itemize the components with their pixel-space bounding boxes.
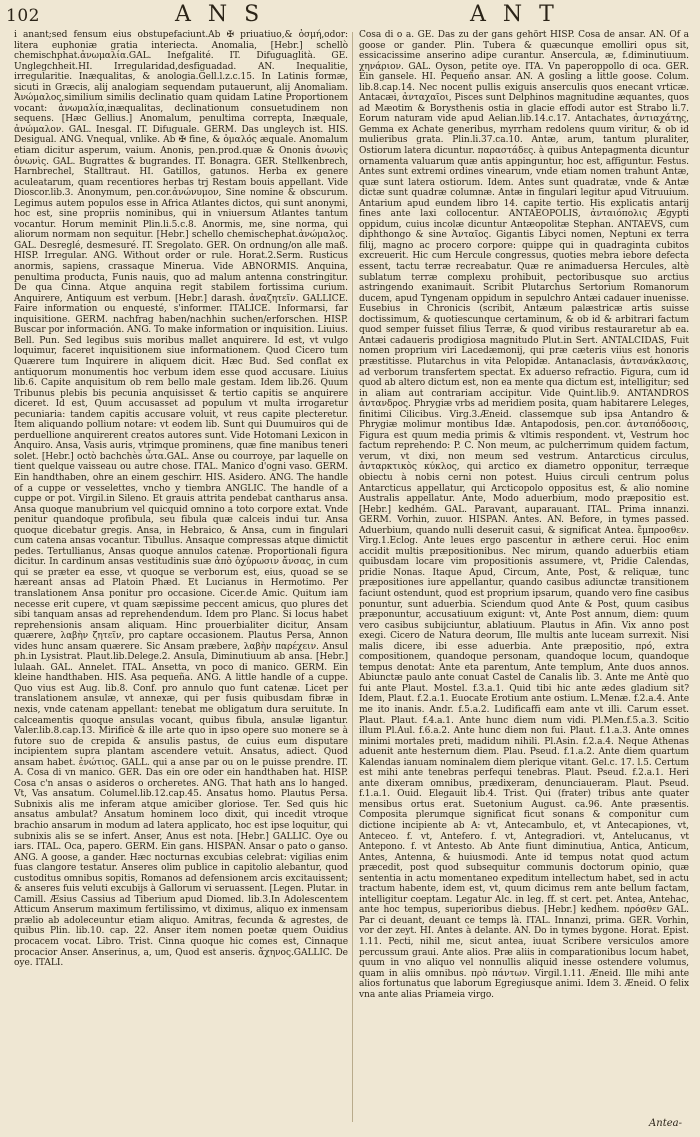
running-header-right: A N T: [470, 2, 559, 27]
running-header-left: A N S: [175, 2, 265, 27]
page-number: 102: [6, 6, 40, 26]
catchword: Antea-: [649, 1118, 682, 1129]
left-column-text: i anant;sed fensum eius obstupefaciunt.Ab ✠ priuatiuo,& ὀσμή,odor: litera euphoniæ gratia interiecta. Anomalia, [Hebr.] schellò chemischphat.ἀνωμαλία.GAL. Inefgalité. IT. Difuguaglità. GE. Unglegchheit.HI. Irregularidad,desfiguadad. AN. Inequalitie, irregularitie. Inæqualitas, & anologia.Gell.l.z.c.15. In Latinis formæ, sicuti in Græcis, alij analogiam sequendam putauerunt, alij Anomaliam. Ἀνώμαλος,similium similis declinatio quam quidam Latine Proportionem vocant: ἀνωμαλία,inæqualitas, declinationum consuetudinem non sequens. [Hæc Gellius.] Anomalum, penultima correpta, Inæquale, ἀνώμαλον. GAL. Inesgal. IT. Difuguale. GERM. Das ungleych ist. HIS. Desigual. ANG. Vnequal, vnlike. Ab ✠ fine, & ὁμαλός æquale. Anomalum etiam dicitur asperum, vaium. Anonis, pen.prod.quæ & Ononis ἀνωνὶς ὀνωνὶς. GAL. Bugrattes & bugrandes. IT. Bonagra. GER. Stellkenbrech, Harnbrechel, Stalltraut. HI. Gatillos, gatunos. Herba ex genere aculeatarum, quam recentiores herbas trj Restam bouis appellant. Vide Dioscor.lib.3. Anonymum, pen.cor.ἀνώνυμον, Sine nomine & obscurum. Legimus autem populos esse in Africa Atlantes dictos, qui sunt anonymi, hoc est, sine propriis nominibus, qui in vniuersum Atlantes tantum vocantur. Horum meminit Plin.li.5.c.8. Anormis, me, sine norma, qui aliorum normam non sequitur. [Hebr.] schello chemischephat.ἀνώμαλος. GAL. Desreglé, desmesuré. IT. Sregolato. GER. On ordnung/on alle maß. HISP. Irregular. ANG. Without order or rule. Horat.2.Serm. Rusticus anormis, sapiens, crassaque Minerua. Vide ABNORMIS. Anquina, penultima producta, Funis nauis, quo ad malum antenna constringitur. De qua Cinna. Atque anquina regit stabilem fortissima curium. Anquirere, Antiquum est verbum. [Hebr.] darash. ἀναζητεῖν. GALLICE. Faire information ou enquesté, s'informer. ITALICE. Informarsi, far inquisitione. GERM. nachfrag haben/nachhin suchen/erforschen. HISP. Buscar por información. ANG. To make information or inquisition. Liuius. Bell. Pun. Sed legibus suis moribus mallet anquirere. Id est, vt vulgo loquimur, faceret inquisitionem siue informationem. Quod Cicero tum Quærere tum Inquirere in aliquem dicit. Hæc Bud. Sed conflat ex antiquorum monumentis hoc verbum idem esse quod accusare. Liuius lib.6. Capite anquisitum ob rem bello male gestam. Idem lib.26. Quum Tribunus plebis bis pecunia anquisisset & tertio capitis se anquirere diceret. Id est, Quum accusasset ad populum vt multa irrogaretur pecuniaria: tandem capitis accusare voluit, vt reus capite plecteretur. Item aliquando pollium notare: vt eodem lib. Sunt qui Duumuiros qui de perduellione anquirerent creatos autores sunt. Vide Hotomani Lexicon in Anquiro. Ansa, Vasis auris, vtrimque prominens, quæ fine manibus teneri solet. [Hebr.] octò bachchès ὦτα.GAL. Anse ou courroye, par laquelle on tient quelque vaisseau ou autre chose. ITAL. Manico d'ogni vaso. GERM. Ein handthaben, ohre an einem geschirr. HIS. Asidero. ANG. The handle of a cuppe or vesselettes, vncho y tiembra ANGLIC. The handle of a cuppe or pot. Virgil.in Sileno. Et grauis attrita pendebat cantharus ansa. Ansa quoque manubrium vel quicquid omnino a toto corpore extat. Vnde penitur quandoque profibula, seu fibula quæ calceis indui tur. Ansa quoque dicebatur gregis. Ansa, in Hebraico, & Ansa, cum in fingulari cum catena ansas vocantur. Tibullus. Ansaque compressas atque dimictit pedes. Tertullianus, Ansas quoque annulos catenæ. Proportionali figura dicitur. In cardinum ansas vestitudinis suæ ἀπὸ ὀχύρωσιν ἄνσας, in cum qui se præter ea esse, vt quoque se verborum est, eius, quoad se se hæreant ansas ad Platoin Phæd. Et Lucianus in Hermotimo. Per translationem Ansa ponitur pro occasione. Cicer.de Amic. Quitum iam necesse erit cupere, vt quam sæpissime peccent amicus, quo plures det sibi tanquam ansas ad reprehendendum. Idem pro Planc. Si locus habet reprehensionis ansam aliquam. Hinc prouerbialiter dicitur, Ansam quærere, λαβὴν ζητεῖν, pro captare occasionem. Plautus Persa, Annon vides hunc ansam quærere. Sic Ansam præbere, λαβὴν παρέχειν. Ansul ph.in Lysistrat. Plaut.lib.Delege.2. Ansula, Diminutiuum ab ansa. [Hebr.] lulaah. GAL. Annelet. ITAL. Ansetta, vn poco di manico. GERM. Ein kleine handthaben. HIS. Asa pequeña. ANG. A little handle of a cuppe. Quo vius est Aug. lib.8. Conf. pro annulo quo funt catenæ. Licet per translationem ansulæ, vt annexæ, qui per fusis quibusdam fibræ in nexis, vnde catenam appellant: tenebat me obligatum dura seruitute. In calceamentis quoque ansulas vocant, quibus fibula, ansulæ ligantur. Valer.lib.8.cap.13. Mirificè & ille arte quo in ipso opere suo monere se à futore suo de crepida & ansulis pastus, de cuius eum disputare incipientem supra plantam ascendere vetuit. Ansatus, adiect. Quod ansam habet. ἐνώτιος. GALL. qui a anse par ou on le puisse prendre. IT. A. Cosa di vn manico. GER. Das ein ore oder ein handthaben hat. HISP. Cosa c'n ansas o asideros o orcheretes. ANG. That hath ans lo hanged. Vt, Vas ansatum. Columel.lib.12.cap.45. Ansatus homo. Plautus Persa. Subnixis alis me inferam atque amiciber gloriose. Ter. Sed quis hic ansatus ambulat? Ansatum hominem loco dixit, qui incedit vtroque brachio ansarum in modum ad latera applicato, hoc est ipse loquitur, qui subnixis alis se se infert. Anser, Anus est nota. [Hebr.] GALLIC. Oye ou iars. ITAL. Oca, papero. GERM. Ein gans. HISPAN. Ansar o pato o ganso. ANG. A goose, a gander. Hæc nocturnas excubias celebrat: vigilias enim fuas clangore testatur. Anseres olim publice in capitolio alebantur, quod custoditus omnibus sopitis, Romanos ad defensionem arcis excitauissent; & anseres fuis veluti excubijs à Gallorum vi seruassent. [Legen. Plutar. in Camill. Æsius Cassius ad Tiberium apud Diomed. lib.3.In Adolescentem Atticum Anserum maximum fertilissimo, vt diximus, aliquo ex inmensam prælio ab adoleceuntur etiam aliquo. Amitras, fecunda & agrestes, de quibus Plin. lib.10. cap. 22. Anser item nomen poetæ quem Ouidius procacem vocat. Libro. Trist. Cinna quoque hic comes est, Cinnaque procacior Anser. Anserinus, a, um, Quod est anseris. ἄχηνος.GALLIC. De oye. ITALI.: [14, 30, 348, 969]
column-divider: [352, 32, 353, 1122]
right-column-text: Cosa di o a. GE. Das zu der gans gehört HISP. Cosa de ansar. AN. Of a goose or gander. Plin. Tubera & quæcunque emolliri opus sit, essicacissime anserino adipe curantur. Ansercula, æ, f.diminutiuum. χηνάριον. GAL. Oyson, petite oye. ITA. Vn paperoppollo di oca. GER. Ein gansele. HI. Pequeño ansar. AN. A gosling a little goose. Colum. lib.8.cap.14. Nec nocent pullis exiguis anserculis quos enecant vrticæ. Antacæi, ἀνταχαῖοι, Pisces sunt Delphinos magnitudine æquantes, quos ad Mæotim & Borysthenis ostia in glacie effodi autor est Strabo li.7. Eorum naturam vide apud Aelian.lib.14.c.17. Antachates, ἀντιαχάτης, Gemma ex Achate generibus, myrrham redolens quum viritur, & ob id mulieribus grata. Plin.li.37.ca.10. Antæ, arum, tantum pluraliter, Ostiorum latera dicuntur. παραστάδες. à quibus Antepagmenta dicuntur ornamenta valuarum quæ antis appinguntur, hoc est, affiguntur. Festus. Antes sunt extremi ordines vinearum, vnde etiam nomen trahunt Antæ, quæ sunt latera ostiorum. Idem. Antes sunt quadratæ, vnde & Antæ dictæ sunt quadræ columnæ. Antæ in fingulari legitur apud Vitruuium. Antarium apud eundem libro 14. capite tertio. His explicatis antarij fines ante laxi collocentur. ANTAEOPOLIS, ἀνταιόπολις Ægypti oppidum, cuius incolæ dicuntur Antæopolitæ Stephan. ANTAEVS, cum diphthongo & sine Ἀνταῖος. Gigantis Libyci nomen, Neptuni ex terra filij, magno ac procero corpore: quippe qui in quadraginta cubitos excreuerit. Hic cum Hercule congressus, quoties mebra iebore defecta essent, tactu terræ recreabatur. Quæ re animaduersa Hercules, altè sublatum terræ complexu prohibuit, pectoribusque suo arctius astringendo exanimauit. Scribit Plutarchus Sertorium Romanorum ducem, apud Tyngenam oppidum in sepulchro Antæi cadauer inuenisse. Eusebius in Chronicis (scribit, Antæum palæstricæ artis suisse doctissimum, & quotiescunque certaminum, & ob id & arbitrari factum quod semper fuisset filius Terræ, & quod viribus restauraretur ab ea. Antæi cadaueris prodigiosa magnitudo Plut.in Sert. ANTALCIDAS, Fuit nomen proprium viri Lacedæmonij, qui præ cæteris viius est honoris præstitisse. Plutarchus in vita Pelopidæ. Antanaclasis, ἀντανάκλασις, ad verborum transfertem spectat. Ex aduerso refractio. Figura, cum id quod ab altero dictum est, non ea mente qua dictum est, intelligitur; sed in aliam aut contrariam accipitur. Vide Quint.lib.9. ANTANDROS ἀντανδρος. Phrygiæ vrbs ad meridiem posita, quam habitarere Leleges, finitimi Cilicibus. Virg.3.Æneid. classemque sub ipsa Antandro & Phrygiæ molimur montibus Idæ. Antapodosis, pen.cor. ἀνταπόδοσις, Figura est quum media primis & vltimis respondent. vt, Vestrum hoc factum reprehendo: P. C. Non meum, ac pulcherrimum quidem factum, verum, vt dixi, non meum sed vestrum. Antarcticus circulus, ἀνταρκτικὸς κύκλος, qui arctico ex diametro opponitur, terræque obiectu à nobis cerni non potest. Huius circuli centrum polus Antarcticus appellatur, qui Arcticopolo oppositus est, & alio nomine Australis appellatur. Ante, Modo aduerbium, modo præpositio est. [Hebr.] kedhém. GAL. Paravant, auparauant. ITAL. Prima innanzi. GERM. Vorhin, zuuor. HISPAN. Antes. AN. Before, in tymes passed. Aduerbium, quando nulli deseruit casui, & significat Antea. ἔμπροσθεν. Virg.1.Eclog. Ante leues ergo pascentur in æthere cerui. Hoc enim accidit multis præpositionibus. Nec mirum, quando aduerbiis etiam quibusdam locare vim propositionis assumere, vt, Pridie Calendas, pridie Nonas. Itaque Apud, Circum, Ante, Post, & reliquæ, tunc præpositiones iure appellantur, quando casibus adiunctæ transitionem faciunt ostendunt, quod est proprium ipsarum, quando vero fine casibus ponuntur, sunt aduerbia. Sciendum quod Ante & Post, quum casibus præponuntur, accusatiuum exigunt: vt, Ante Post annum, diem: quum vero casibus subijciuntur, ablatiuum. Plautus in Afin. Vix anno post exegi. Cicero de Natura deorum, Ille multis ante luceam surrexit. Nisi malis dicere, ibi esse aduerbia. Ante præpositio, πρό, extra compositionem, quandoque personam, quandoque locum, quandoque tempus denotat: Ante eta parentum, Ante templum, Ante duos annos. Abiunctæ paulo ante conuat Castel de Canalis lib. 3. Ante me Antè quo fui ante Plaut. Mostel. f.3.a.1. Quid tibi hic ante ædes gladium sit? Idem, Plaut. f.2.a.1. Euocate Erotium ante ostium. L.Menæ. f.2.a.4. Ante me ito inanis. Andr. f.5.a.2. Ludificaffi eam ante vt illi. Carum esset. Plaut. Plaut. f.4.a.1. Ante hunc diem num vidi. Pl.Men.f.5.a.3. Scitio illum Pl.Aul. f.6.a.2. Ante hunc diem non fui. Plaut. f.1.a.3. Ante omnes minimi mortales preti, madidum nihili. Pl.Asin. f.2.a.4. Neque Athenas aduenit ante hesternum diem. Plau. Pseud. f.1.a.2. Ante diem quartum Kalendas ianuam nominalem diem plerique vitant. Gel.c. 17. l.5. Certum est mihi ante tenebras perfequi tenebras. Plaut. Pseud. f.2.a.1. Heri ante dixeram omnibus, prædixeram, denunciaueram. Plaut. Pseud. f.1.a.1. Ouid. Elegauit lib.4. Trist. Qui (frater) tribus ante quater mensibus ortus erat. Suetonium August. ca.96. Ante præsentis. Composita plerumque significat ficut sonans & componitur cum dictione incipiente ab A: vt, Antecambulo, et, vt Antecapiones, vt, Anteceo. f. vt, Antefero. f. vt, Antegradiori. vt, Antelucanus, vt Antepono. f. vt Antesto. Ab Ante fiunt diminutiua, Antica, Anticum, Antes, Antenna, & huiusmodi. Ante id tempus notat quod actum præcedit, post quod subsequitur communis doctorum opinio, quæ sententia in actu momentaneo expeditum intellectum habet, sed in actu tractum habente, idem est, vt, quum dicimus rem ante bellum factam, intelligitur coeptam. Legatur Alc. in leg. ff. st cert. pet. Antea, Antehac, ante hoc tempus, superioribus diebus. [Hebr.] kedhem. πρόσθεν GAL. Par ci deuant, deuant ce temps là. ITAL. Innanzi, prima. GER. Vorhin, vor der zeyt. HI. Antes à delante. AN. Do in tymes bygone. Horat. Epist. 1.11. Pecti, nihil me, sicut antea, iuuat Scribere versiculos amore percussum graui. Ante alios. Præ aliis in comparationibus locum habet, quum in vno aliquo vel nonnullis aliquid inesse ostendere volumus, quam in aliis omnibus. πρὸ πάντων. Virgil.1.11. Æneid. Ille mihi ante alios fortunatus que laborum Egregiusque animi. Idem 3. Æneid. O felix vna ante alias Priameia virgo.: [359, 30, 689, 1000]
